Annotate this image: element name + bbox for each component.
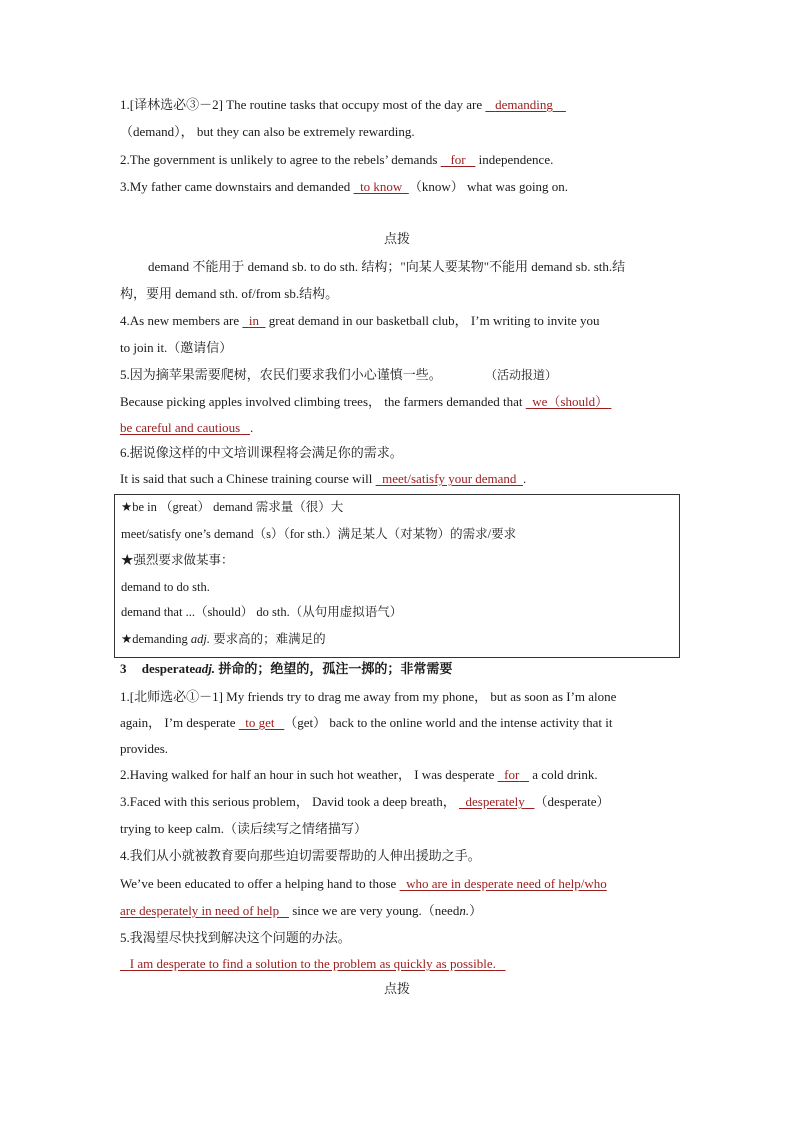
answer-blank: meet/satisfy your demand [382,471,517,486]
box-line-6-word: ★demanding [121,632,188,646]
exercise-5-note: （活动报道） [485,368,558,382]
box-line-6-pos: adj. [190,632,210,646]
box-line-6 [121,630,326,648]
answer-blank: desperately [465,794,525,809]
answer-blank: to get [245,715,275,730]
s3-exercise-4-english: We’ve been educated to offer a helping hand to those [120,876,397,891]
s3-exercise-5-cont [120,955,506,973]
exercise-3-text: 3.My father came downstairs and demanded [120,179,351,194]
box-line-2: meet/satisfy one’s demand（s）（for sth.）满足某人（对某物）的需求/要求 [121,527,517,541]
answer-blank: for [450,152,466,167]
s3-exercise-3-cont: trying to keep calm.（读后续写之情绪描写） [120,821,367,836]
exercise-5-english: Because picking apples involved climbing trees， the farmers demanded that [120,394,523,409]
s3-exercise-2 [120,766,598,784]
tip-text-1: demand 不能用于 demand sb. to do sth. 结构；"向某人要某物"不能用 demand sb. sth.结 [148,259,626,274]
box-line-4: demand to do sth. [121,580,210,594]
exercise-6-cont [120,470,526,488]
answer-blank: in [248,313,260,328]
section-3-heading [120,660,452,678]
exercise-4-suffix: great demand in our basketball club， I’m writing to invite you [268,313,600,328]
tip-heading: 点拨 [383,231,410,246]
box-line-3: ★强烈要求做某事： [121,553,234,567]
section-meaning: 拼命的；绝望的，孤注一掷的；非常需要 [218,661,453,676]
answer-blank: for [504,767,520,782]
answer-blank: to know [360,179,403,194]
exercise-1-cont: （demand）， but they can also be extremely rewarding. [120,124,415,139]
s3-exercise-4-end: ） [469,903,483,918]
answer-blank: be careful and cautious [120,420,241,435]
box-line-1: ★be in （great） demand 需求量（很）大 [121,500,344,514]
exercise-3 [120,178,568,196]
exercise-3-suffix: （know） what was going on. [408,179,569,194]
s3-exercise-1-suffix: （get） back to the online world and the intense activity that it [284,715,613,730]
s3-exercise-1-text: again， I’m desperate [120,715,236,730]
answer-blank: demanding [495,97,553,112]
s3-exercise-1-cont [120,714,612,732]
section-number: 3 [120,661,127,676]
s3-exercise-1: 1.[北师选必①－1] My friends try to drag me away from my phone， but as soon as I’m alone [120,689,617,704]
exercise-4-cont: to join it.（邀请信） [120,340,233,355]
tip-heading-2: 点拨 [383,981,410,996]
exercise-1-text: 1.[译林选必③－2] The routine tasks that occupy most of the day are [120,97,483,112]
s3-exercise-2-suffix: a cold drink. [532,767,598,782]
exercise-2-text: 2.The government is unlikely to agree to the rebels’ demands [120,152,438,167]
s3-exercise-3 [120,793,610,811]
exercise-2 [120,151,553,169]
s3-exercise-4-cont2 [120,902,482,920]
s3-exercise-1-cont2: provides. [120,741,169,756]
exercise-6-english: It is said that such a Chinese training course will [120,471,373,486]
exercise-5-cont [120,393,611,411]
exercise-5-text: 5.因为摘苹果需要爬树，农民们要求我们小心谨慎一些。 [120,367,442,382]
exercise-4-text: 4.As new members are [120,313,240,328]
s3-exercise-3-text: 3.Faced with this serious problem， David took a deep breath， [120,794,456,809]
period: . [249,420,254,435]
period: . [522,471,527,486]
answer-blank: I am desperate to find a solution to the problem as quickly as possible. [129,956,496,971]
s3-exercise-5: 5.我渴望尽快找到解决这个问题的办法。 [120,930,351,945]
exercise-1 [120,96,566,114]
exercise-6: 6.据说像这样的中文培训课程将会满足你的需求。 [120,445,403,460]
answer-blank: who are in desperate need of help/who [406,876,607,891]
tip-text-2: 构，要用 demand sth. of/from sb.结构。 [120,286,339,301]
exercise-2-suffix: independence. [478,152,554,167]
s3-exercise-4-cont [120,875,607,893]
box-line-5: demand that ...（should） do sth.（从句用虚拟语气） [121,605,403,619]
exercise-5 [120,366,557,384]
section-word: desperate [141,661,196,676]
s3-exercise-4-pos: n. [459,903,470,918]
s3-exercise-3-suffix: （desperate） [534,794,610,809]
summary-box [114,494,680,658]
s3-exercise-4: 4.我们从小就被教育要向那些迫切需要帮助的人伸出援助之手。 [120,848,481,863]
exercise-4 [120,312,599,330]
exercise-5-cont2 [120,419,253,437]
s3-exercise-4-suffix: since we are very young.（need [292,903,460,918]
answer-blank: are desperately in need of help [120,903,280,918]
box-line-6-meaning: 要求高的；难满足的 [213,632,326,646]
s3-exercise-2-text: 2.Having walked for half an hour in such hot weather， I was desperate [120,767,495,782]
answer-blank: we（should） [532,394,609,409]
section-pos: adj. [195,661,216,676]
